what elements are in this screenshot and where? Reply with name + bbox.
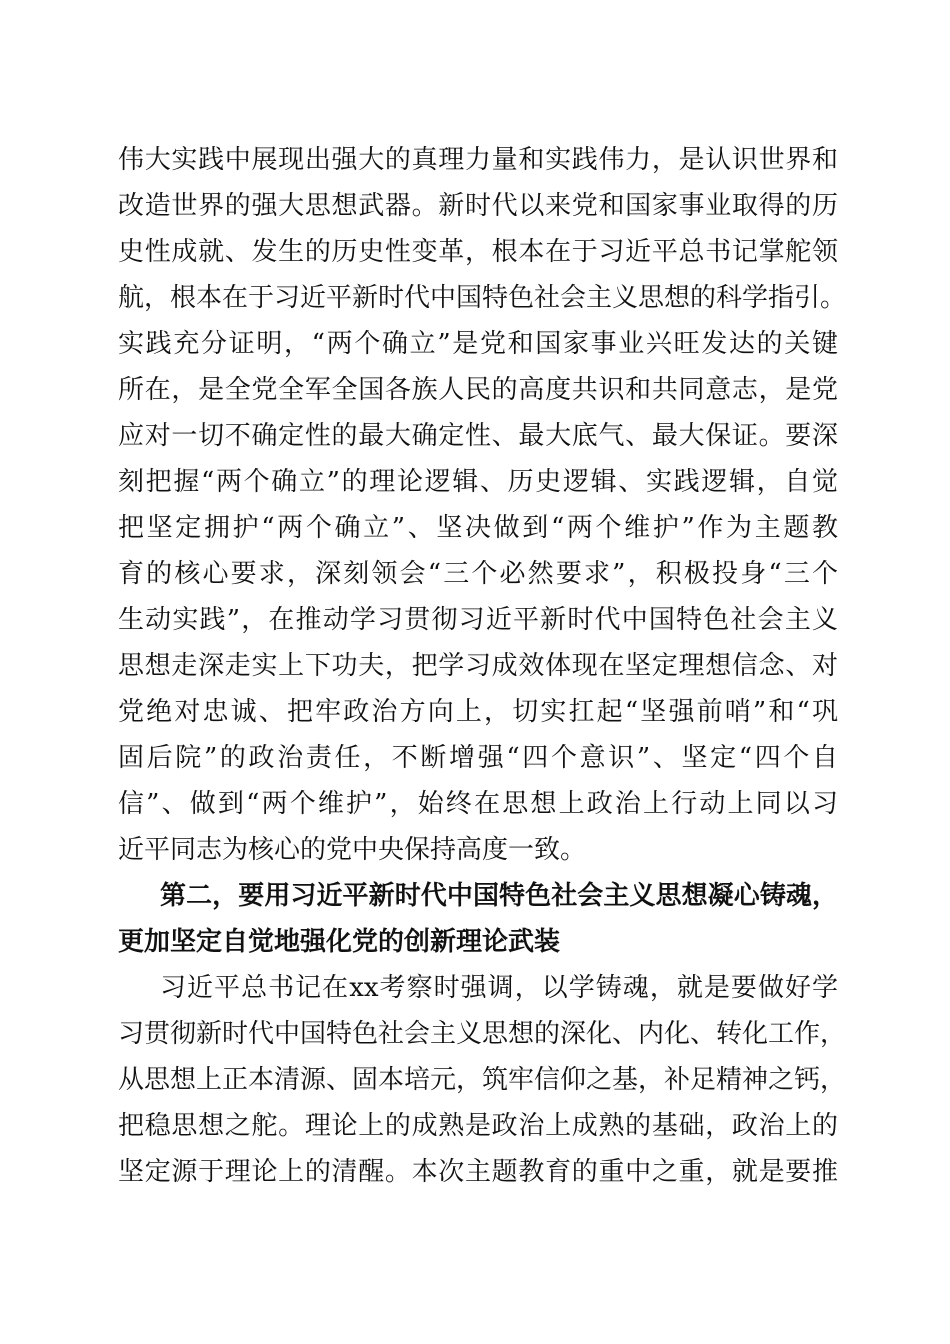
paragraph-2-line-4: 把稳思想之舵。理论上的成熟是政治上成熟的基础，政治上的: [118, 1111, 838, 1141]
paragraph-2-line-5: 坚定源于理论上的清醒。本次主题教育的重中之重，就是要推: [118, 1157, 838, 1187]
paragraph-1-line-9: 把坚定拥护“两个确立”、坚决做到“两个维护”作为主题教: [118, 513, 838, 543]
paragraph-1-line-6: 所在，是全党全军全国各族人民的高度共识和共同意志，是党: [118, 375, 838, 405]
paragraph-1-line-2: 改造世界的强大思想武器。新时代以来党和国家事业取得的历: [118, 191, 838, 221]
paragraph-2-line-2: 习贯彻新时代中国特色社会主义思想的深化、内化、转化工作，: [118, 1019, 847, 1049]
paragraph-1-line-4: 航，根本在于习近平新时代中国特色社会主义思想的科学指引。: [118, 283, 847, 313]
section-heading-line-2: 更加坚定自觉地强化党的创新理论武装: [118, 927, 561, 957]
paragraph-2-line-1: 习近平总书记在xx考察时强调，以学铸魂，就是要做好学: [160, 973, 838, 1003]
paragraph-1-line-3: 史性成就、发生的历史性变革，根本在于习近平总书记掌舵领: [118, 237, 838, 267]
paragraph-1-line-1: 伟大实践中展现出强大的真理力量和实践伟力，是认识世界和: [118, 145, 838, 175]
paragraph-1-line-14: 固后院”的政治责任，不断增强“四个意识”、坚定“四个自: [118, 743, 838, 773]
paragraph-1-line-13: 党绝对忠诚、把牢政治方向上，切实扛起“坚强前哨”和“巩: [118, 697, 838, 727]
paragraph-1-line-8: 刻把握“两个确立”的理论逻辑、历史逻辑、实践逻辑，自觉: [118, 467, 838, 497]
paragraph-1-line-16: 近平同志为核心的党中央保持高度一致。: [118, 835, 587, 865]
paragraph-1-line-10: 育的核心要求，深刻领会“三个必然要求”，积极投身“三个: [118, 559, 838, 589]
section-heading-line-1: 第二，要用习近平新时代中国特色社会主义思想凝心铸魂，: [160, 881, 838, 911]
paragraph-2-line-3: 从思想上正本清源、固本培元，筑牢信仰之基，补足精神之钙，: [118, 1065, 847, 1095]
paragraph-1-line-15: 信”、做到“两个维护”，始终在思想上政治上行动上同以习: [118, 789, 838, 819]
paragraph-1-line-12: 思想走深走实上下功夫，把学习成效体现在坚定理想信念、对: [118, 651, 838, 681]
paragraph-1-line-7: 应对一切不确定性的最大确定性、最大底气、最大保证。要深: [118, 421, 838, 451]
paragraph-1-line-11: 生动实践”，在推动学习贯彻习近平新时代中国特色社会主义: [118, 605, 838, 635]
paragraph-1-line-5: 实践充分证明，“两个确立”是党和国家事业兴旺发达的关键: [118, 329, 838, 359]
